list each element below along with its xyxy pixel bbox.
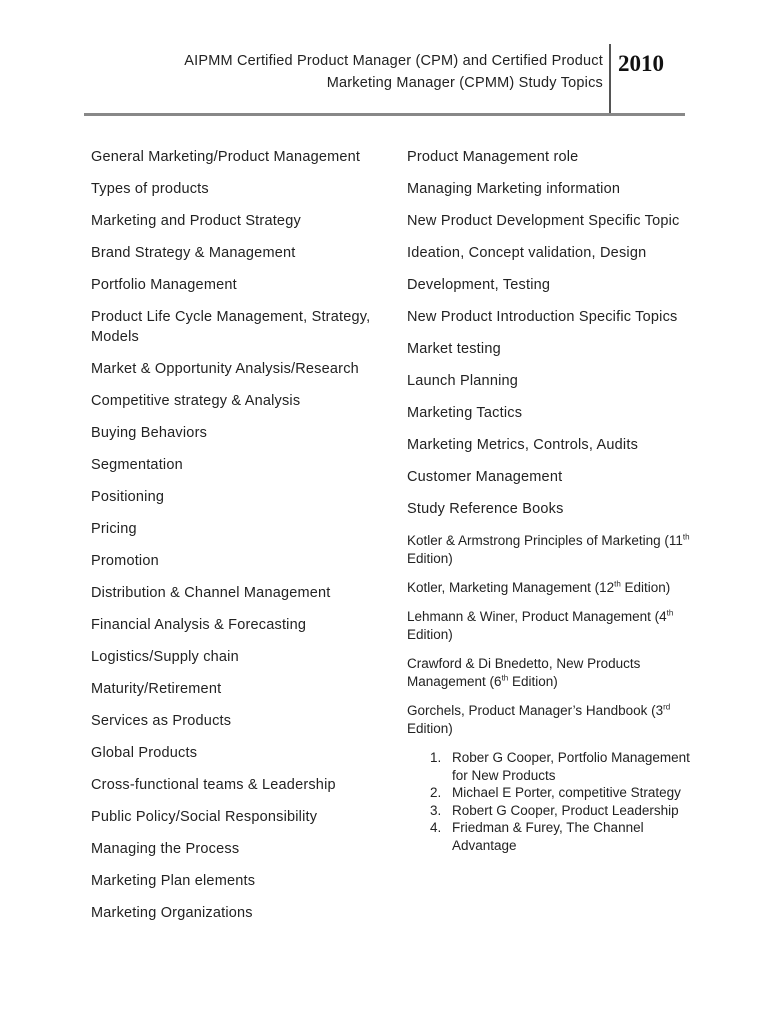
left-topic-column [91,148,381,936]
book-citation: Robert G Cooper, Product Leadership [452,802,679,818]
study-topic: Public Policy/Social Responsibility [91,808,318,825]
study-topic: Market testing [407,341,501,357]
study-topic: Types of products [91,181,209,197]
title-line-2: Marketing Manager (CPMM) Study Topics [326,75,603,91]
reference-book [407,608,697,644]
edition-suffix: th [614,579,621,589]
book-title: Lehmann & Winer, Product Management (4 [407,609,667,624]
book-citation: Michael E Porter, competitive Strategy [452,785,681,800]
study-topic: Managing Marketing information [407,181,621,197]
title-line-1: AIPMM Certified Product Manager (CPM) and Certified Product [184,53,603,69]
numbered-book-list [407,749,697,854]
edition-suffix: th [682,532,690,542]
reference-book [407,655,697,691]
numbered-book-item [407,749,697,784]
study-topic: Distribution & Channel Management [91,584,331,601]
document-year: 2010 [618,51,664,76]
study-topic: Logistics/Supply chain [91,648,239,665]
study-topic: Marketing Plan elements [91,872,256,889]
study-topic: Positioning [91,488,165,505]
list-number: 3. [430,802,442,818]
study-topic: Managing the Process [91,840,240,857]
study-topic: Product Life Cycle Management, Strategy, Models [91,309,371,345]
book-title: Kotler, Marketing Management (12 [407,580,615,595]
reference-book [407,579,697,597]
edition-suffix: rd [663,702,671,712]
reference-books [407,532,697,738]
book-citation: Rober G Cooper, Portfolio Management for New Products [452,750,690,783]
study-topic: Launch Planning [407,373,519,389]
book-title: Crawford & Di Bnedetto, New Products Management (6 [407,656,641,689]
edition-suffix: th [666,608,674,618]
edition-label: Edition) [407,551,453,566]
study-topic: Global Products [91,744,198,761]
study-topic: Brand Strategy & Management [91,245,296,261]
book-citation: Friedman & Furey, The Channel Advantage [452,820,644,853]
study-topic: Financial Analysis & Forecasting [91,616,307,633]
study-topic: Segmentation [91,456,183,473]
numbered-book-item [407,784,697,802]
study-topic: Study Reference Books [407,501,564,517]
study-topic: Cross-functional teams & Leadership [91,776,336,793]
edition-label: Edition) [407,627,453,642]
header-rule [84,113,685,116]
study-topic: Development, Testing [407,277,551,293]
study-topic: Marketing Organizations [91,904,253,921]
edition-label: Edition) [620,580,671,595]
study-topic: Market & Opportunity Analysis/Research [91,360,359,377]
header-divider [609,44,611,116]
study-topic: Marketing and Product Strategy [91,213,301,229]
book-title: Kotler & Armstrong Principles of Marketing (11 [407,533,683,548]
study-topic: Portfolio Management [91,277,237,293]
study-topic: New Product Introduction Specific Topics [407,309,678,325]
study-topic: Marketing Metrics, Controls, Audits [407,437,639,453]
study-topic: New Product Development Specific Topic [407,213,680,229]
study-topic: Customer Management [407,469,563,485]
study-topic: Buying Behaviors [91,424,208,441]
edition-label: Edition) [407,721,453,736]
study-topic: General Marketing/Product Management [91,149,361,165]
list-number: 4. [430,820,442,835]
study-topic: Promotion [91,552,159,569]
edition-label: Edition) [508,674,558,689]
numbered-book-item [407,819,697,854]
book-title: Gorchels, Product Manager’s Handbook (3 [407,703,664,718]
reference-book [407,702,697,738]
study-topic: Product Management role [407,149,579,165]
study-topic: Services as Products [91,712,232,729]
study-topic: Ideation, Concept validation, Design [407,245,647,261]
reference-book [407,532,697,568]
document-title [83,50,603,94]
right-topic-column [407,148,697,854]
numbered-book-item [407,802,697,820]
edition-suffix: th [501,673,509,683]
study-topic: Maturity/Retirement [91,680,222,697]
study-topic: Pricing [91,520,137,537]
list-number: 1. [430,750,442,765]
study-topic: Competitive strategy & Analysis [91,392,301,409]
study-topic: Marketing Tactics [407,405,523,421]
list-number: 2. [430,785,442,800]
